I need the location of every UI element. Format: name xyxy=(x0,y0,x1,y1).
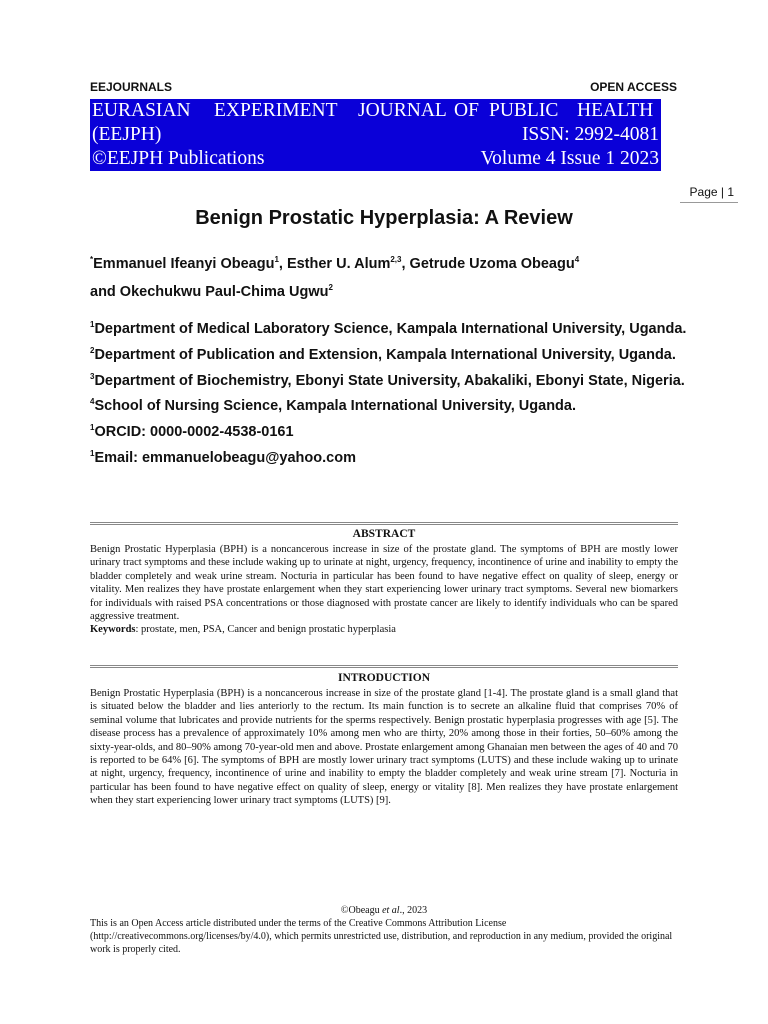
email-text: Email: emmanuelobeagu@yahoo.com xyxy=(94,449,356,466)
abstract-divider xyxy=(90,522,678,525)
affiliation-sup: 2 xyxy=(90,345,95,355)
affiliation-text: Department of Medical Laboratory Science, Kampala International University, Uganda. xyxy=(94,320,687,337)
abstract-body xyxy=(90,543,678,637)
introduction-text: Benign Prostatic Hyperplasia (BPH) is a noncancerous increase in size of the prostate gland [1-4]. The prostate gland is a small gland that is situated below the bladder and lies anteriorly to the rectum. Its main function is to secrete an alkaline fluid that comprises 70% of seminal volume that lubricates and provide nutrients for the sperms respectively. Benign prostatic hyperplasia progresses with age [5]. The disease process has a prevalence of approximately 10% among men who are thirty, 20% among those in their forties, 50–60% among the sixty-year-olds, and 80–90% among 70-year-old men and above. Prostate enlargement among Ghanaian men between the ages of 40 and 70 is reported to be 64% [6]. The symptoms of BPH are mostly lower urinary tract symptoms (LUTS) and these include waking up to urinate at night, urgency, frequency, incontinence of urine and inability to empty the bladder completely and weak urine stream [7]. Nocturia in particular has been found to have negative effect on quality of sleep, energy or vitality [8]. Men realizes they have prostate enlargement when they start experiencing lower urinary tract symptoms (LUTS) [9]. xyxy=(90,688,678,807)
affiliation xyxy=(90,366,690,392)
author-name: and Okechukwu Paul-Chima Ugwu xyxy=(90,283,329,300)
copyright-line xyxy=(90,904,678,917)
affiliation-text: School of Nursing Science, Kampala International University, Uganda. xyxy=(94,398,577,415)
banner-word: HEALTH xyxy=(577,100,654,121)
volume-issue: Volume 4 Issue 1 2023 xyxy=(480,148,659,169)
open-access-label: OPEN ACCESS xyxy=(590,80,677,94)
author-name: , Getrude Uzoma Obeagu xyxy=(401,255,575,272)
affiliation-sup: 3 xyxy=(90,371,95,381)
introduction-body xyxy=(90,687,678,808)
journal-brand: EEJOURNALS xyxy=(90,80,173,94)
copyright-year: ., 2023 xyxy=(399,905,428,916)
affiliation-text: Department of Publication and Extension, Kampala International University, Uganda. xyxy=(94,346,676,363)
orcid-text: ORCID: 0000-0002-4538-0161 xyxy=(94,424,294,441)
author-name: Emmanuel Ifeanyi Obeagu xyxy=(93,255,275,272)
author-affiliation-sup: 1 xyxy=(274,255,279,264)
affiliation-text: Department of Biochemistry, Ebonyi State University, Abakaliki, Ebonyi State, Nigeria. xyxy=(94,372,685,389)
author-name: , Esther U. Alum xyxy=(278,255,391,272)
banner-word: PUBLIC xyxy=(489,100,559,121)
banner-word: EURASIAN xyxy=(92,100,191,121)
affiliation xyxy=(90,391,690,417)
article-title: Benign Prostatic Hyperplasia: A Review xyxy=(195,207,573,229)
introduction-heading: INTRODUCTION xyxy=(337,672,430,684)
banner-row-volume xyxy=(92,147,659,171)
affiliation-sup: 1 xyxy=(90,320,95,329)
abstract-text: Benign Prostatic Hyperplasia (BPH) is a noncancerous increase in size of the prostate gland. The symptoms of BPH are mostly lower urinary tract symptoms and these include waking up to urinate at night, urgency, frequency, incontinence of urine and inability to empty the bladder completely and weak urine stream. Nocturia in particular has been found to have negative effect on quality of sleep, energy or vitality. Men realizes they have prostate enlargement when they start experiencing lower urinary tract symptoms. Several new biomarkers for individuals with raised PSA concentrations or those diagnosed with prostate cancer are likely to identify individuals who can be spared aggressive treatment. xyxy=(90,544,678,623)
banner-word: EXPERIMENT xyxy=(214,100,338,121)
abstract-heading: ABSTRACT xyxy=(352,528,416,540)
publisher: ©EEJPH Publications xyxy=(92,148,265,169)
author-affiliation-sup: 2 xyxy=(328,282,333,292)
banner-word: OF xyxy=(454,100,479,121)
copyright-text: ©Obeagu xyxy=(340,905,383,916)
license-text: This is an Open Access article distributed under the terms of the Creative Commons Attribution License (http://creativecommons.org/licenses/by/4.0), which permits unrestricted use, distribution, and reproduction in any medium, provided the original work is properly cited. xyxy=(90,918,673,955)
issn: ISSN: 2992-4081 xyxy=(521,124,659,145)
author-affiliation-sup: 2,3 xyxy=(390,255,402,264)
email xyxy=(90,443,690,469)
affiliation-sup: 4 xyxy=(90,397,95,407)
page-number-rule xyxy=(680,202,738,203)
keywords-label: Keywords xyxy=(90,624,136,636)
author-list xyxy=(90,248,690,304)
author-affiliation-sup: 4 xyxy=(574,255,580,264)
introduction-divider xyxy=(90,665,678,668)
orcid xyxy=(90,417,690,443)
page-footer xyxy=(90,904,678,956)
banner-row-journal-name xyxy=(92,99,659,123)
banner-word: JOURNAL xyxy=(358,100,447,121)
affiliation-sup: 1 xyxy=(90,423,95,433)
affiliation-list xyxy=(90,314,690,469)
journal-banner xyxy=(90,99,661,171)
keywords xyxy=(90,623,678,636)
corresponding-mark: * xyxy=(90,255,94,264)
page-number: Page | 1 xyxy=(689,185,734,199)
copyright-etal: et al xyxy=(382,905,400,916)
keywords-text: : prostate, men, PSA, Cancer and benign prostatic hyperplasia xyxy=(135,624,396,636)
affiliation-sup: 1 xyxy=(90,449,95,459)
affiliation xyxy=(90,340,690,366)
journal-abbreviation: (EEJPH) xyxy=(92,124,162,145)
affiliation xyxy=(90,314,690,340)
banner-row-issn xyxy=(92,123,659,147)
